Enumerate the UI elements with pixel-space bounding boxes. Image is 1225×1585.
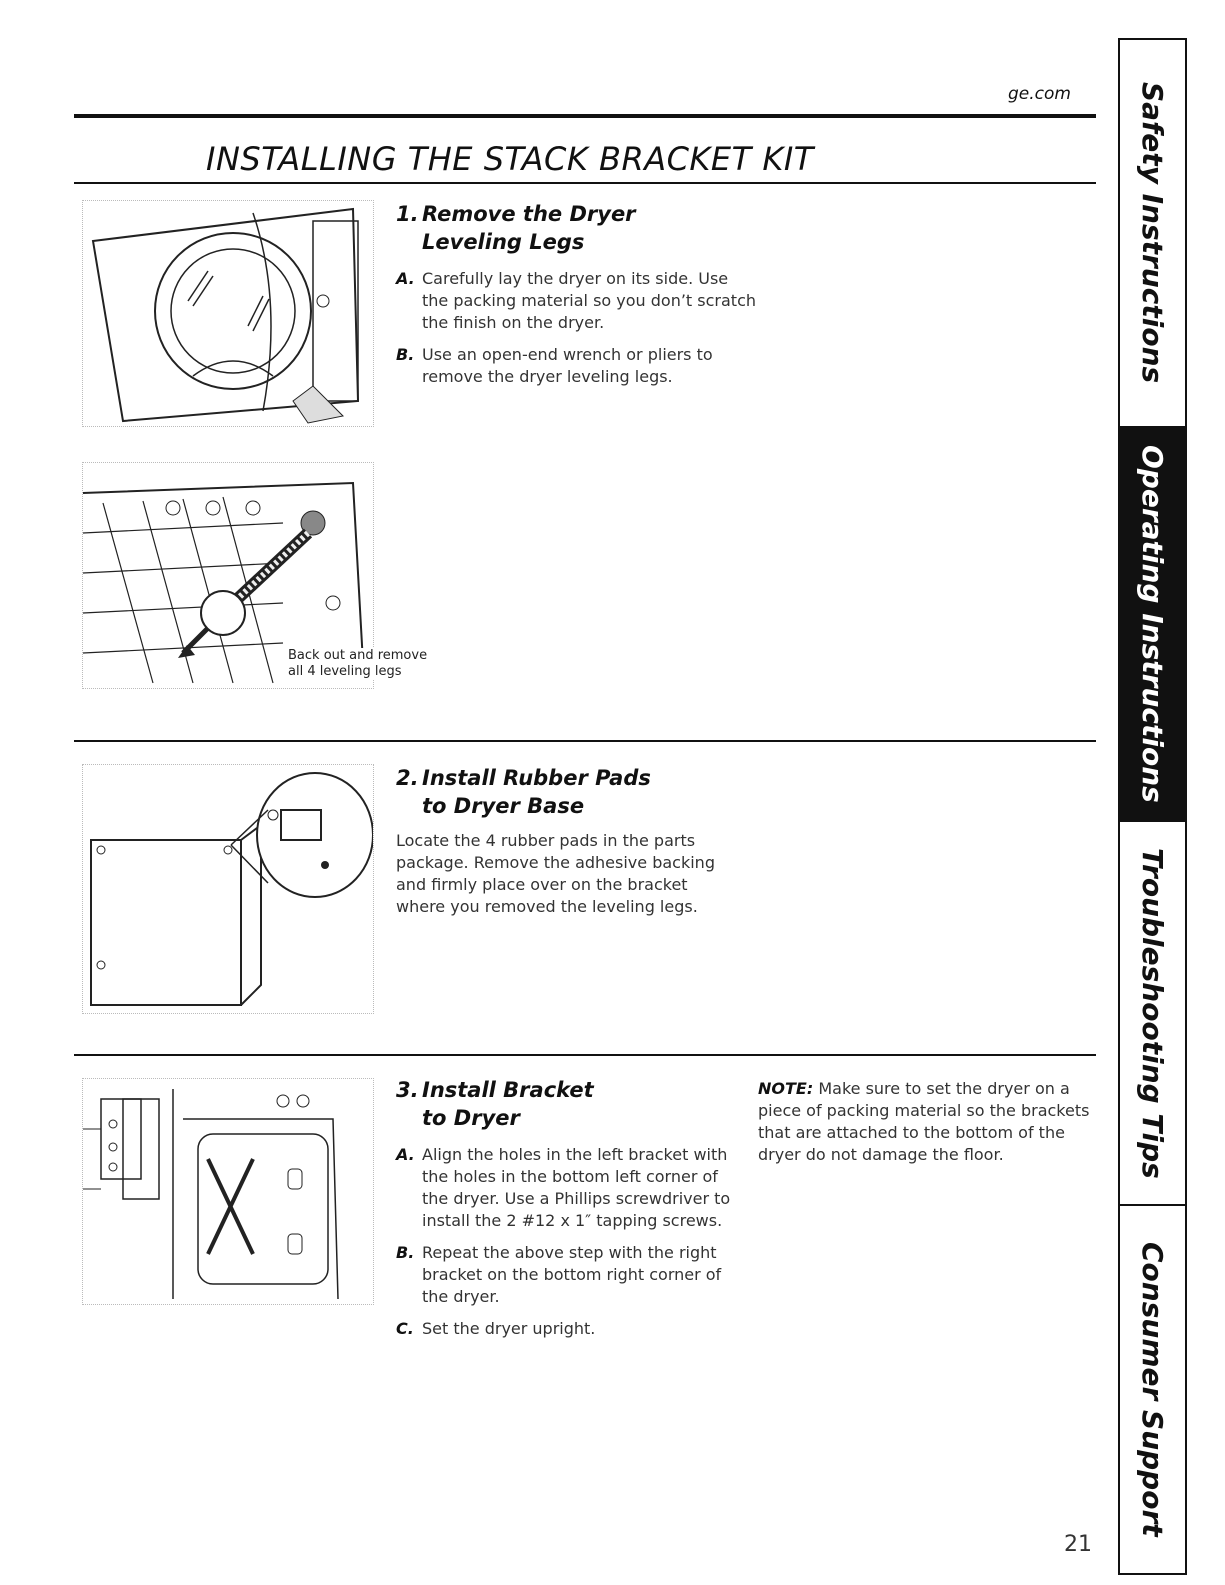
tab-operating-instructions-label: Operating Instructions — [1136, 445, 1169, 803]
step-1-item-a — [396, 268, 756, 334]
title-rule — [74, 182, 1096, 184]
callout-line-2: all 4 leveling legs — [288, 664, 402, 679]
step-2-number: 2. — [396, 766, 419, 790]
step-3-title-line2: to Dryer — [422, 1106, 520, 1130]
dryer-on-side-illustration — [82, 200, 374, 427]
step-3-title-line1: Install Bracket — [422, 1078, 594, 1102]
header-rule — [74, 114, 1096, 118]
step-1-items — [396, 268, 756, 388]
step-1-number: 1. — [396, 202, 419, 226]
tab-safety-instructions-label: Safety Instructions — [1136, 82, 1169, 384]
section-rule-1 — [74, 740, 1096, 742]
note-text: Make sure to set the dryer on a piece of packing material so the brackets that are attached to the bottom of the dryer do not damage the floor. — [758, 1079, 1090, 1164]
step-3-item-b — [396, 1242, 736, 1308]
step-1-item-b — [396, 344, 756, 388]
step-3-item-c-label: C. — [396, 1319, 414, 1338]
site-url: ge.com — [1008, 84, 1071, 104]
step-1-item-b-text: Use an open-end wrench or pliers to remove the dryer leveling legs. — [422, 345, 713, 386]
step-3-items — [396, 1144, 736, 1340]
callout-line-1: Back out and remove — [288, 648, 428, 663]
step-1-title — [396, 200, 756, 256]
leveling-leg-callout — [288, 648, 427, 680]
step-3-note — [758, 1078, 1098, 1166]
step-2-title — [396, 764, 756, 820]
step-3-number: 3. — [396, 1078, 419, 1102]
step-2-body: Locate the 4 rubber pads in the parts package. Remove the adhesive backing and firmly place over on the bracket where you removed the leveling legs. — [396, 831, 715, 916]
step-1-item-a-label: A. — [396, 269, 415, 288]
tab-operating-instructions[interactable] — [1120, 428, 1185, 822]
step-1-item-a-text: Carefully lay the dryer on its side. Use the packing material so you don’t scratch the finish on the dryer. — [422, 269, 757, 332]
step-3 — [396, 1076, 736, 1350]
step-1-title-line1: Remove the Dryer — [422, 202, 636, 226]
step-3-item-b-text: Repeat the above step with the right bracket on the bottom right corner of the dryer. — [422, 1243, 722, 1306]
step-2-title-line2: to Dryer Base — [422, 794, 585, 818]
page-number: 21 — [1064, 1532, 1092, 1557]
step-3-item-a-text: Align the holes in the left bracket with the holes in the bottom left corner of the dryer. Use a Phillips screwdriver to install the 2 #12 x 1″ tapping screws. — [422, 1145, 731, 1230]
step-3-item-a-label: A. — [396, 1145, 415, 1164]
step-3-item-a — [396, 1144, 736, 1232]
step-3-item-c-text: Set the dryer upright. — [422, 1319, 596, 1338]
step-1 — [396, 200, 756, 398]
tab-troubleshooting-tips-label: Troubleshooting Tips — [1136, 847, 1169, 1179]
rubber-pad-illustration — [82, 764, 374, 1014]
tab-troubleshooting-tips[interactable] — [1120, 822, 1185, 1206]
section-rule-2 — [74, 1054, 1096, 1056]
page-title: INSTALLING THE STACK BRACKET KIT — [206, 140, 814, 178]
note-label: NOTE: — [758, 1079, 814, 1098]
tab-safety-instructions[interactable] — [1120, 40, 1185, 428]
step-1-item-b-label: B. — [396, 345, 415, 364]
step-2-title-line1: Install Rubber Pads — [422, 766, 651, 790]
step-2 — [396, 764, 756, 918]
bracket-illustration — [82, 1078, 374, 1305]
section-tabs — [1118, 38, 1187, 1575]
step-3-item-b-label: B. — [396, 1243, 415, 1262]
step-3-item-c — [396, 1318, 736, 1340]
tab-consumer-support-label: Consumer Support — [1136, 1242, 1169, 1537]
tab-consumer-support[interactable] — [1120, 1206, 1185, 1573]
step-1-title-line2: Leveling Legs — [422, 230, 585, 254]
step-3-title — [396, 1076, 736, 1132]
